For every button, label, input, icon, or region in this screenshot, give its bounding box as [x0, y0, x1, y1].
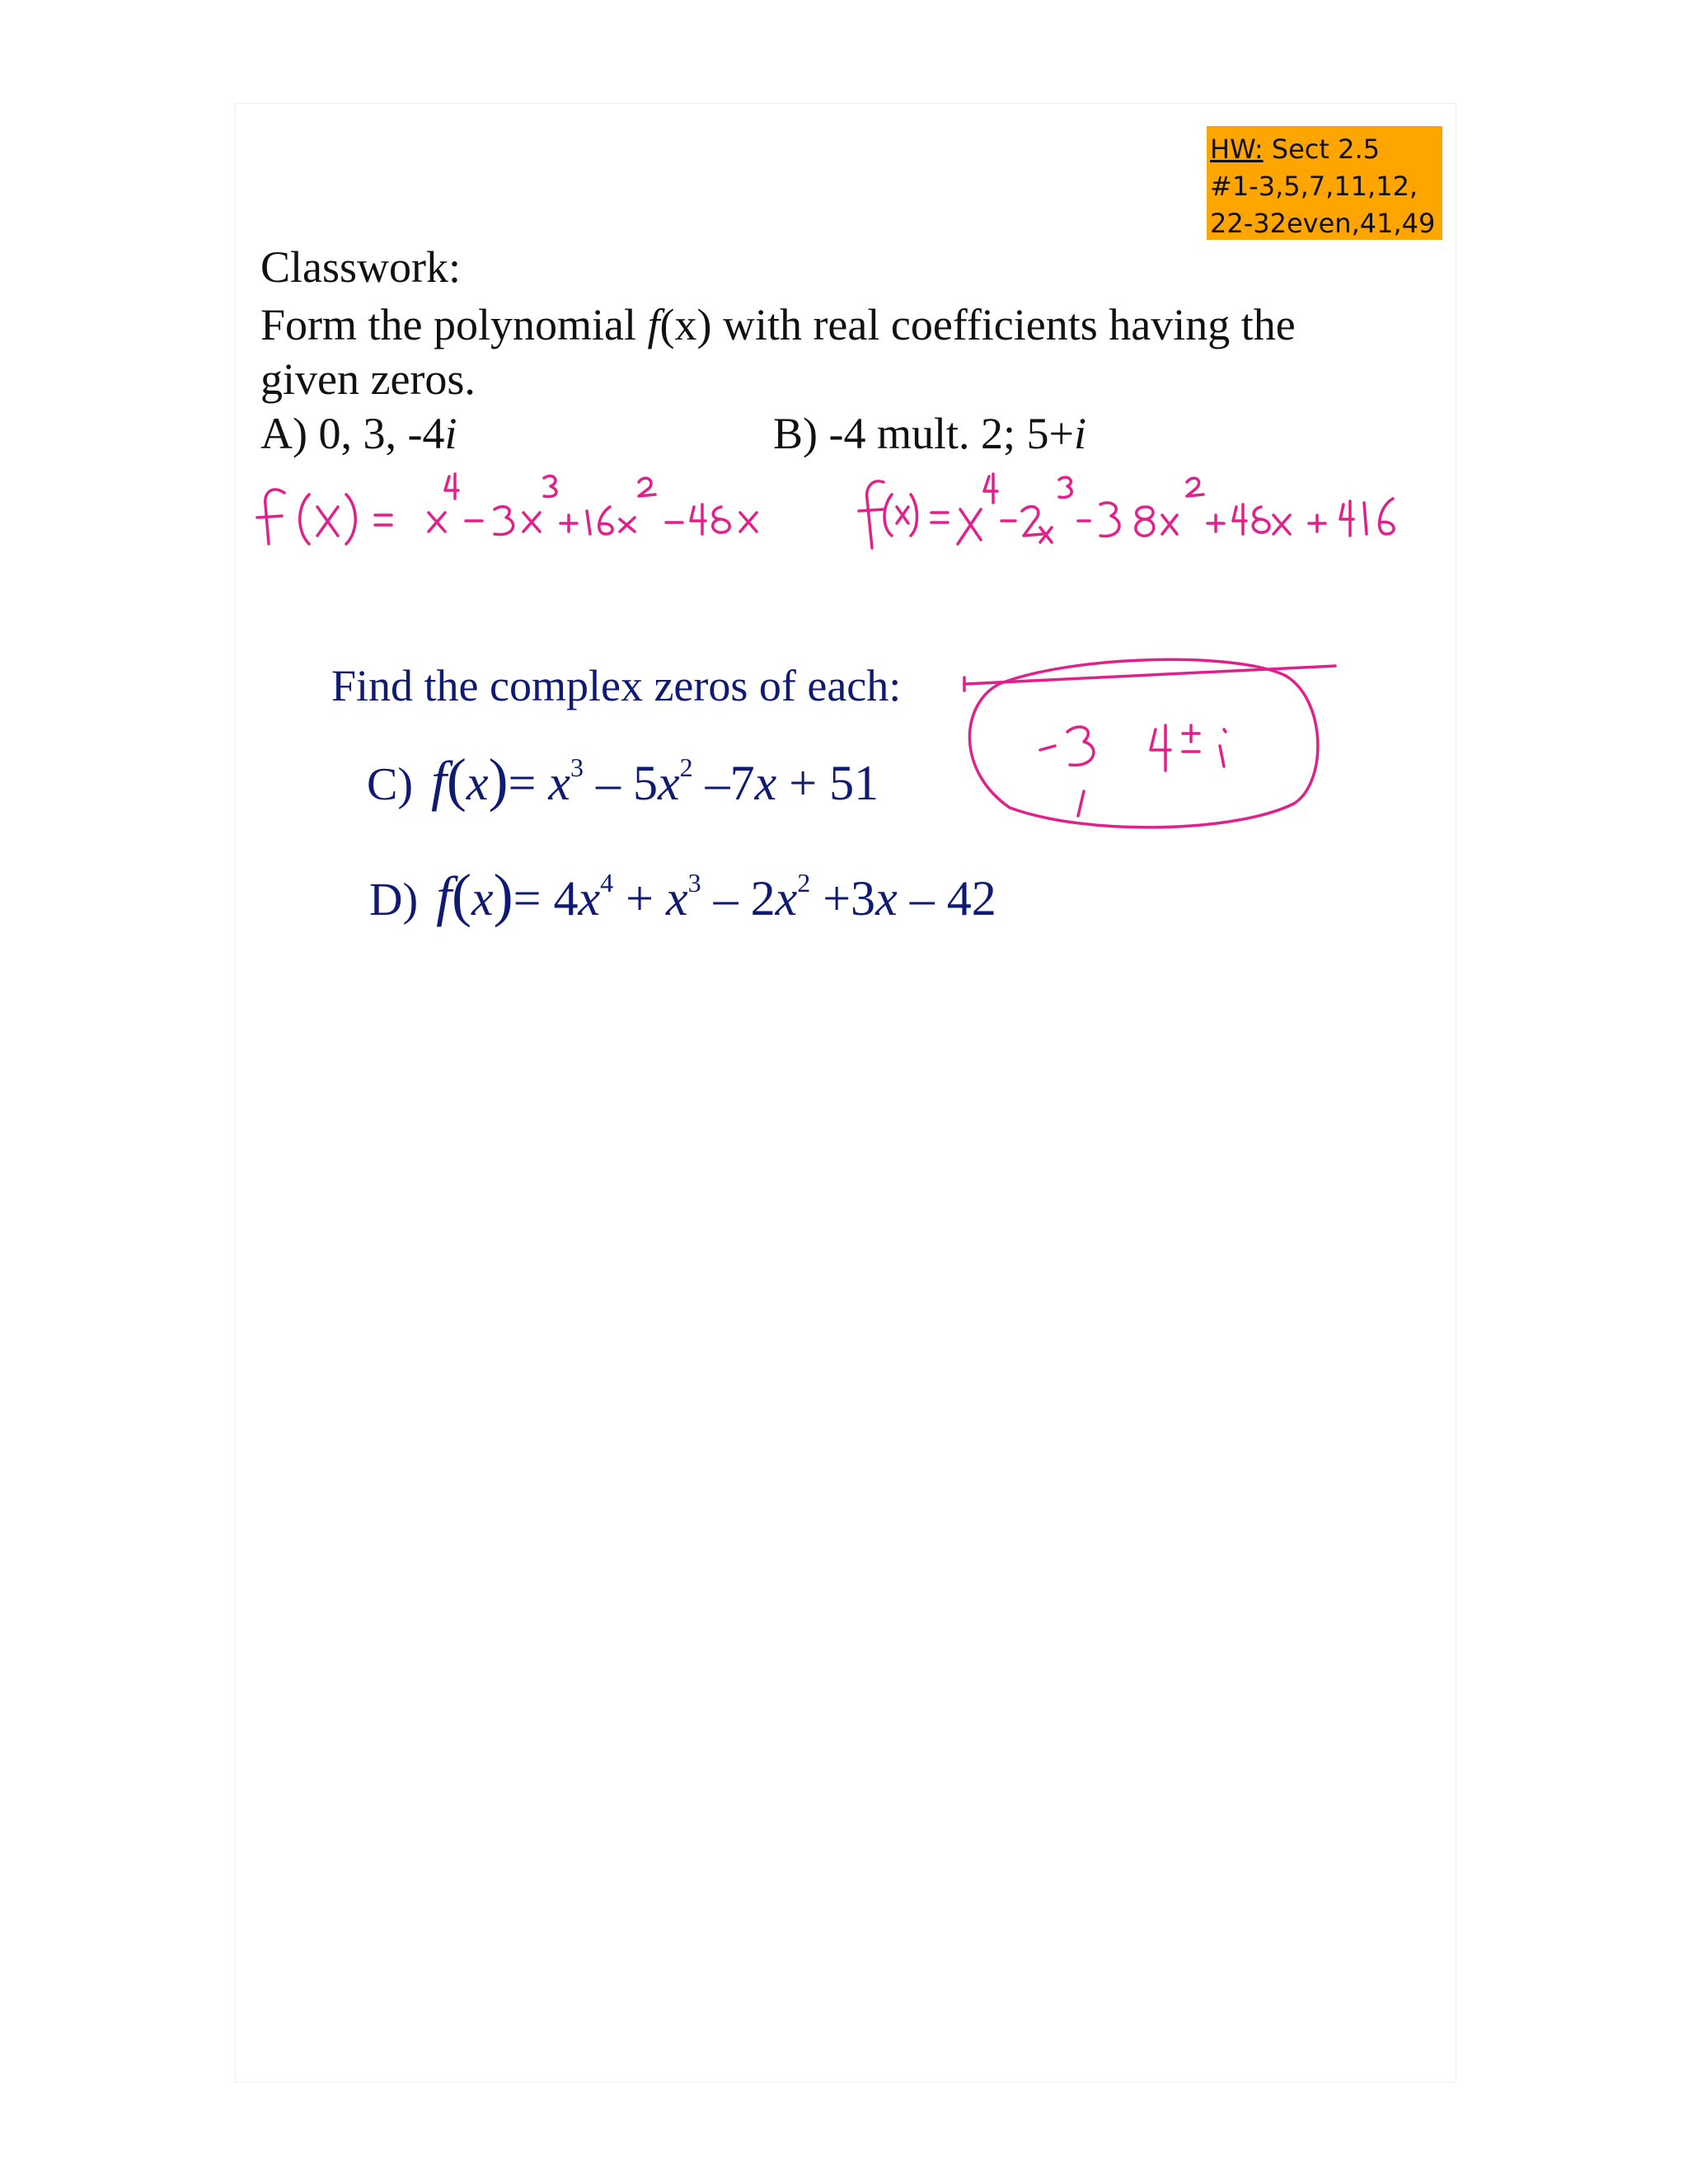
- eq-d-p11: – 42: [897, 871, 996, 926]
- hw-label: HW:: [1210, 134, 1264, 165]
- eq-c-p3: – 5: [584, 756, 658, 810]
- eq-c-p6: –7: [692, 756, 755, 810]
- equation-d-f: f: [436, 865, 452, 927]
- eq-c-p2: 3: [570, 752, 584, 782]
- part-b-i: i: [1073, 409, 1086, 458]
- instruction-f: f: [647, 300, 660, 349]
- instruction-pre: Form the polynomial: [260, 300, 648, 349]
- equation-c-x: x: [466, 756, 489, 810]
- part-a-text: A) 0, 3, -4: [260, 409, 445, 458]
- hw-section: Sect 2.5: [1271, 134, 1380, 165]
- handwritten-answer-b: [859, 474, 1394, 548]
- eq-d-p6: – 2: [701, 871, 776, 926]
- equation-c-label: C): [367, 759, 413, 810]
- eq-c-p0: =: [508, 756, 549, 810]
- eq-d-p3: +: [613, 871, 666, 926]
- eq-c-p5: 2: [679, 752, 693, 782]
- eq-c-p1: x: [548, 756, 570, 810]
- equation-d-label: D): [369, 874, 419, 926]
- eq-d-p4: x: [665, 871, 688, 926]
- equation-d: D) $f(x)= 4x^4 + x^3 - 2x^2 +3x - 42$: [369, 862, 996, 928]
- eq-d-p1: x: [578, 871, 601, 926]
- hw-problems-line1: #1-3,5,7,11,12,: [1210, 171, 1418, 202]
- eq-d-p5: 3: [687, 868, 701, 898]
- part-a-i: i: [444, 409, 457, 458]
- eq-c-p4: x: [658, 756, 680, 810]
- handwritten-answer-a: [257, 474, 757, 544]
- eq-c-p7: x: [754, 756, 777, 810]
- eq-d-p0: = 4: [513, 871, 579, 926]
- equation-d-x: x: [471, 871, 494, 926]
- equation-c: C) $f(x)= x^3 - 5x^2$ –7x + 51: [367, 747, 879, 813]
- part-b-text: B) -4 mult. 2; 5+: [773, 409, 1074, 458]
- instruction-line2: given zeros.: [260, 354, 476, 404]
- eq-d-p10: x: [875, 871, 898, 926]
- eq-d-p8: 2: [797, 868, 811, 898]
- handwritten-answer-c: [964, 659, 1335, 827]
- eq-d-p7: x: [775, 871, 798, 926]
- eq-c-p8: + 51: [776, 756, 879, 810]
- classwork-heading: Classwork:: [260, 242, 461, 292]
- eq-d-p2: 4: [600, 868, 614, 898]
- eq-d-p9: +3: [810, 871, 876, 926]
- equation-c-f: f: [431, 749, 447, 812]
- hw-problems-line2: 22-32even,41,49: [1210, 208, 1436, 239]
- instruction-post: (x) with real coefficients having the: [659, 300, 1296, 349]
- complex-zeros-instruction: Find the complex zeros of each:: [331, 661, 902, 710]
